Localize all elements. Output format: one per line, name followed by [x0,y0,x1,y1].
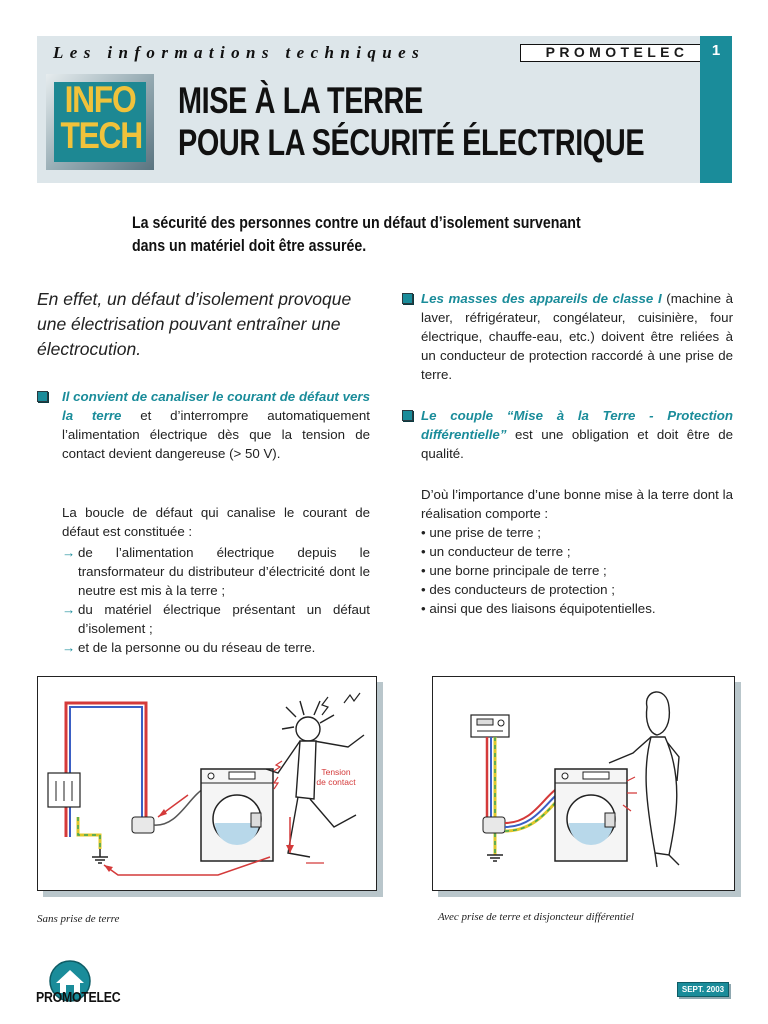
title-line-2: POUR LA SÉCURITÉ ÉLECTRIQUE [178,122,645,163]
text-couple: est une obligation et doit être de qualité. [421,427,733,461]
arrow-icon: → [62,545,76,560]
paragraph-couple [421,406,733,463]
page-number: 1 [711,42,721,59]
arrow-icon: → [62,602,76,617]
washing-machine [555,769,627,861]
brand-box: PROMOTELEC [520,44,714,62]
socket [483,817,505,833]
logo-line-info: INFO [64,79,136,120]
title-line-1: MISE À LA TERRE [178,80,423,121]
square-bullet-icon [402,293,413,304]
list-item: • un conducteur de terre ; [421,544,571,559]
importance-intro: D’où l’importance d’une bonne mise à la terre dont la réalisation comporte : [421,487,733,521]
illustration-earth-rcd [433,677,736,892]
series-title: Les informations techniques [53,43,426,62]
arrow-icon: → [62,640,76,655]
square-bullet-icon [37,391,48,402]
paragraph-boucle [62,503,370,657]
tension-label-1: Tension [321,767,351,777]
intro-line-2: dans un matériel doit être assurée. [132,237,367,255]
figure-sans-prise-de-terre [37,676,377,891]
intro-line-1: La sécurité des personnes contre un défaut d’isolement survenant [132,214,581,232]
tension-label-2: de contact [316,777,356,787]
highlight-classe-1: Les masses des appareils de classe I [421,291,662,306]
header-topline [37,43,689,63]
highlight-couple: Le couple “Mise à la Terre - Protection différentielle” [421,408,733,442]
infotech-logo [46,74,154,170]
caption-figure-2: Avec prise de terre et disjoncteur différentiel [438,911,634,923]
logo-line-tech: TECH [60,115,142,156]
washing-machine [201,769,273,861]
caption-figure-1: Sans prise de terre [37,913,120,925]
paragraph-classe-1 [421,289,733,384]
text-classe-1: (machine à laver, réfrigérateur, congélateur, cuisinière, four électrique, chauffe-eau, etc.) doivent être reliées à un conducteur de protection raccordé à une prise de terre. [421,291,733,382]
shock-icon [322,697,328,715]
lead-paragraph: En effet, un défaut d’isolement provoque une électrisation pouvant entraîner une électrocution. [37,289,352,359]
list-item: → et de la personne ou du réseau de terre. [62,640,316,655]
list-item: → du matériel électrique présentant un défaut d’isolement ; [62,602,370,636]
figure-avec-prise-de-terre [432,676,735,891]
loop-intro: La boucle de défaut qui canalise le courant de défaut est constituée : [62,505,370,539]
list-item: • ainsi que des liaisons équipotentielles. [421,601,656,616]
footer-brand: PROMOTELEC [36,990,121,1006]
paragraph-importance [421,485,733,618]
rcd-panel [471,715,509,737]
list-item: • des conducteurs de protection ; [421,582,615,597]
socket [132,817,154,833]
text-defaut-terre: et d’interrompre automatiquement l’alimentation électrique dès que la tension de contact devient dangereuse (> 50 V). [62,408,370,461]
earth-icon [487,855,503,861]
page-title [178,80,644,164]
list-item: • une prise de terre ; [421,525,541,540]
square-bullet-icon [402,410,413,421]
intro-text [132,212,581,258]
loop-list [62,543,370,657]
list-item: • une borne principale de terre ; [421,563,607,578]
edition-date-badge: SEPT. 2003 [677,982,729,997]
highlight-defaut-terre: Il convient de canaliser le courant de défaut vers la terre [62,389,370,423]
earth-icon [92,849,108,863]
paragraph-defaut-terre [62,387,370,463]
illustration-fault-no-earth [38,677,378,892]
list-item: → de l’alimentation électrique depuis le transformateur du distributeur d’électricité dont le neutre est mis à la terre ; [62,545,370,598]
